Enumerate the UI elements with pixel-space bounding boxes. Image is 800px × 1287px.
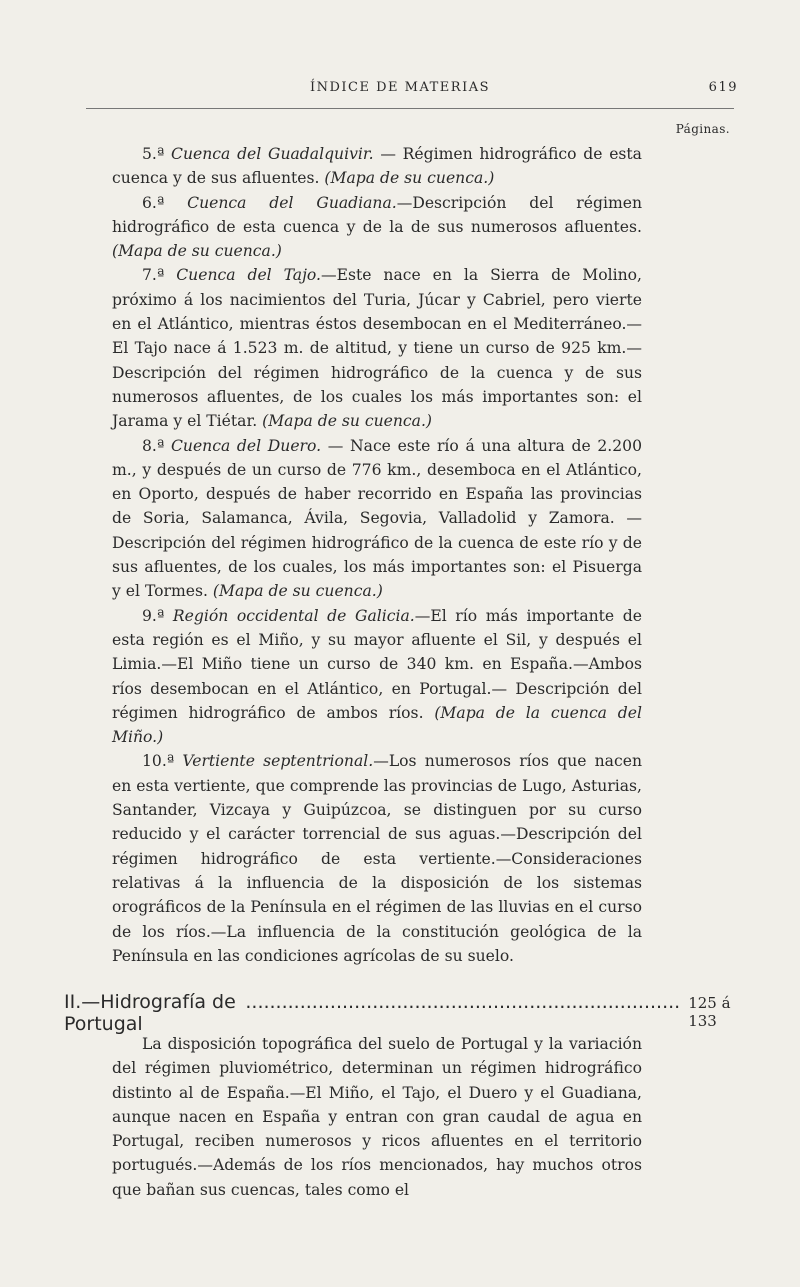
section-heading-row: [64, 991, 740, 1035]
entry-body: —Los numerosos ríos que nacen en esta vertiente, que comprende las provincias de Lugo, Asturias, Santander, Vizcaya y Guipúzcoa, se distinguen por su curso reducido y el carácter torrencial de sus aguas.—Descripción del régimen hidrográfico de esta vertiente.—Consideraciones relativas á la influencia de la disposición de los sistemas orográficos de la Península en el régimen de las lluvias en el curso de los ríos.—La influencia de la constitución geológica de la Península en las condiciones agrícolas de su suelo.: [112, 752, 642, 965]
header-rule: [86, 108, 734, 109]
entry-9: [112, 604, 642, 750]
entry-title: Cuenca del Guadalquivir.: [171, 145, 374, 163]
entry-8: [112, 434, 642, 604]
entry-title: Cuenca del Duero.: [170, 436, 322, 455]
entry-map-note: (Mapa de su cuenca.): [262, 412, 432, 431]
section-page-range: 125 á 133: [688, 994, 731, 1030]
pages-column-label: Páginas.: [675, 122, 730, 136]
entry-7: [112, 263, 642, 433]
entry-title: Vertiente septentrional.: [182, 752, 374, 771]
section-paragraph: La disposición topográfica del suelo de Portugal y la variación del régimen pluviométrico, determinan un régimen hidrográfico distinto al de España.—El Miño, el Tajo, el Duero y el Guadiana, aunque nacen en España y entran con gran caudal de agua en Portugal, reciben numerosos y ricos afluentes en el territorio portugués.—Además de los ríos mencionados, hay muchos otros que bañan sus cuencas, tales como el: [112, 1035, 642, 1199]
page-number: 619: [708, 80, 738, 95]
section-summary: [112, 1032, 642, 1202]
entry-body: — Régimen hidrográfico de esta cuenca y de sus afluentes.: [112, 145, 642, 188]
entry-number: 8.ª: [142, 436, 165, 455]
entry-number: 5.ª: [142, 145, 165, 163]
entry-number: 6.ª: [142, 193, 165, 212]
entry-map-note: (Mapa de la cuenca del Miño.): [112, 703, 642, 747]
entry-title: Región occidental de Galicia.: [172, 606, 415, 625]
entry-map-note: (Mapa de su cuenca.): [112, 242, 282, 261]
dot-leader: ........................................................................: [245, 991, 681, 1013]
running-title: ÍNDICE DE MATERIAS: [309, 80, 491, 95]
entry-body: —Este nace en la Sierra de Molino, próximo á los nacimientos del Turia, Júcar y Cabriel, pero vierte en el Atlántico, mientras éstos desembocan en el Mediterráneo.—El Tajo nace á 1.523 m. de altitud, y tiene un curso de 925 km.— Descripción del régimen hidrográfico de la cuenca y de sus numerosos afluentes, de los cuales los más importantes son: el Jarama y el Tiétar.: [112, 266, 642, 431]
entry-map-note: (Mapa de su cuenca.): [212, 582, 383, 601]
entries-list: [112, 142, 642, 968]
entry-number: 10.ª: [142, 752, 175, 771]
entry-5: [112, 142, 642, 191]
entry-body: —Descripción del régimen hidrográfico de esta cuenca y de la de sus numerosos afluentes.: [112, 193, 642, 236]
entry-title: Cuenca del Tajo.: [176, 266, 321, 285]
entry-6: [112, 191, 642, 264]
entry-map-note: (Mapa de su cuenca.): [324, 169, 495, 188]
entry-number: 9.ª: [142, 606, 165, 625]
entry-body: — Nace este río á una altura de 2.200 m., y después de un curso de 776 km., desemboca en el Atlántico, en Oporto, después de haber recorrido en España las provincias de Soria, Salamanca, Ávila, Segovia, Valladolid y Zamora. — Descripción del régimen hidrográfico de la cuenca de este río y de sus afluentes, de los cuales, los más importantes son: el Pisuerga y el Tormes.: [112, 436, 642, 601]
entry-10: [112, 749, 642, 968]
section-title: II.—Hidrografía de Portugal: [64, 991, 236, 1035]
entry-number: 7.ª: [142, 266, 165, 285]
entry-body: —El río más importante de esta región es el Miño, y su mayor afluente el Sil, y después el Limia.—El Miño tiene un curso de 340 km. en España.—Ambos ríos desembocan en el Atlántico, en Portugal.— Descripción del régimen hidrográfico de ambos ríos.: [112, 606, 642, 722]
entry-title: Cuenca del Guadiana.: [187, 193, 397, 212]
